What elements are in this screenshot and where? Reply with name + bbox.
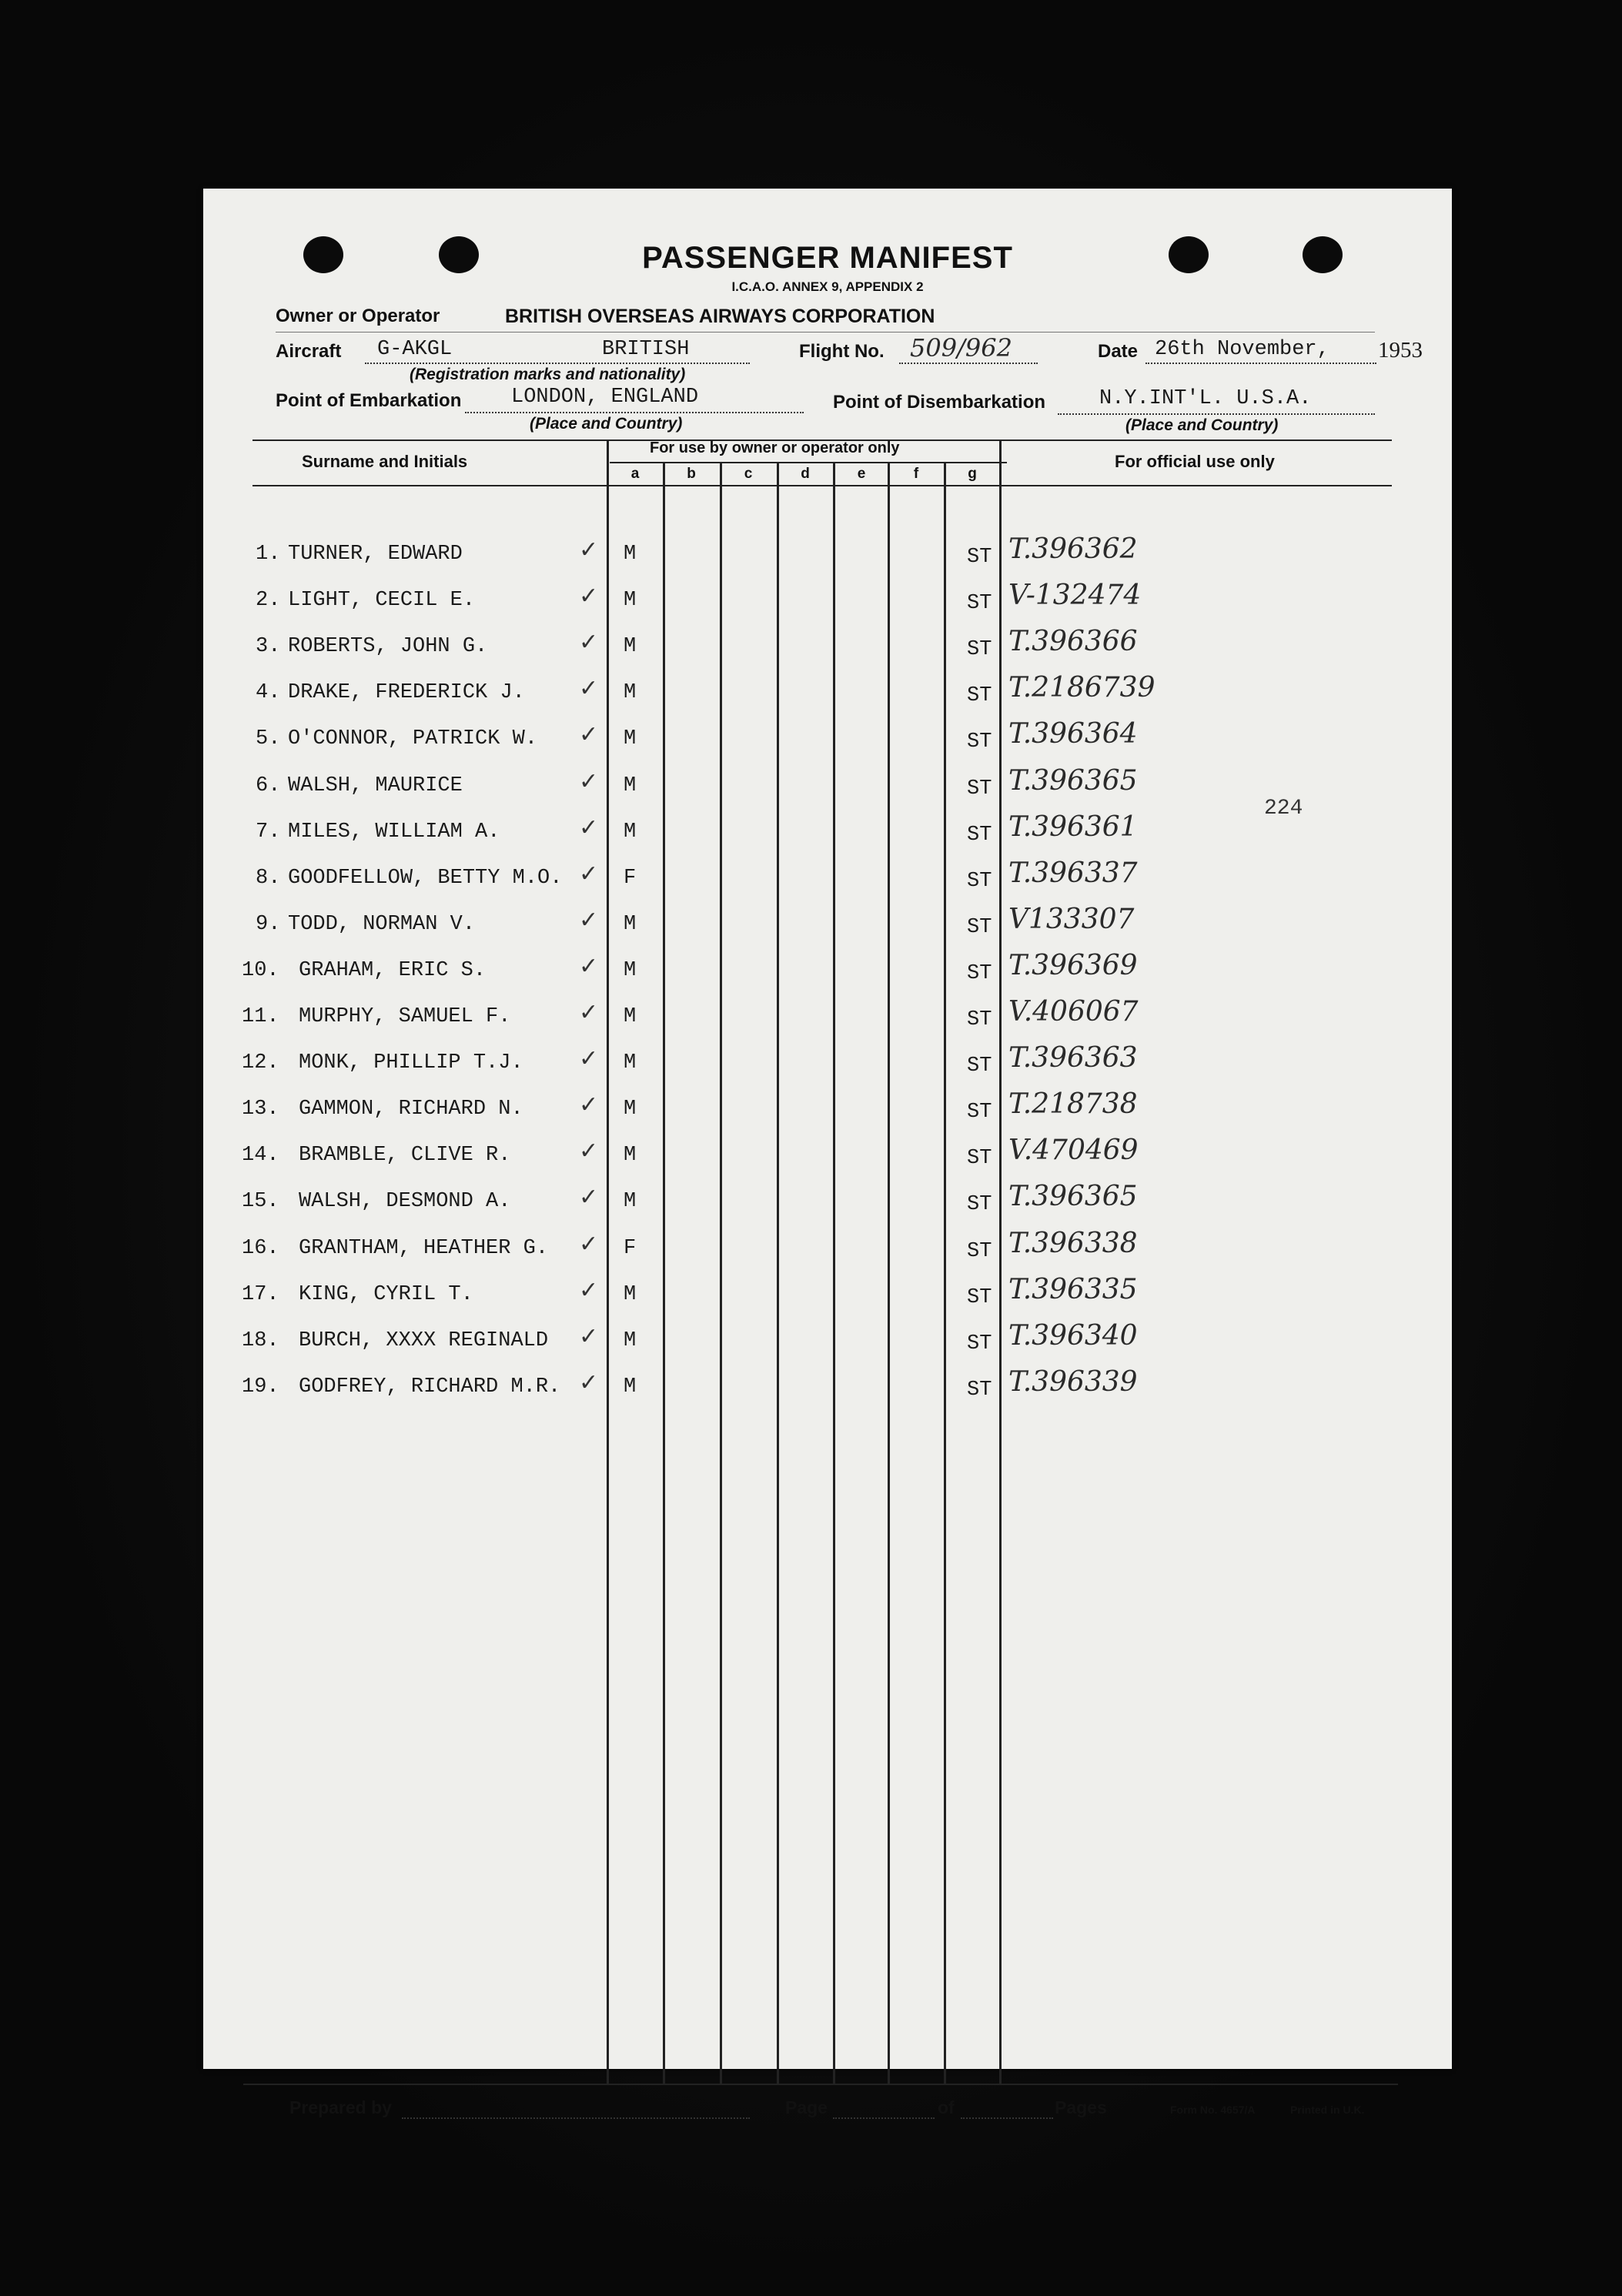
passenger-class: ST: [967, 1101, 992, 1124]
official-ticket-number: T.396339: [1008, 1366, 1138, 1398]
passenger-name: GRAHAM, ERIC S.: [299, 959, 487, 982]
passenger-sex: M: [624, 820, 637, 844]
page-label: Page: [785, 2097, 828, 2117]
passenger-sex: M: [624, 774, 637, 797]
passenger-name: MURPHY, SAMUEL F.: [299, 1005, 511, 1028]
check-mark-icon: ✓: [579, 629, 599, 656]
column-divider-g: [944, 463, 946, 2084]
passenger-name: MILES, WILLIAM A.: [288, 820, 500, 844]
row-number: 7.: [256, 820, 281, 844]
passenger-name: WALSH, MAURICE: [288, 774, 463, 797]
check-mark-icon: ✓: [579, 1138, 599, 1165]
passenger-class: ST: [967, 870, 992, 893]
check-mark-icon: ✓: [579, 1369, 599, 1396]
official-ticket-number: T.396335: [1008, 1274, 1138, 1305]
passenger-name: GRANTHAM, HEATHER G.: [299, 1237, 549, 1260]
passenger-class: ST: [967, 1332, 992, 1355]
passenger-name: LIGHT, CECIL E.: [288, 589, 476, 612]
passenger-name: GAMMON, RICHARD N.: [299, 1098, 523, 1121]
passenger-sex: M: [624, 589, 637, 612]
passenger-sex: M: [624, 681, 637, 704]
column-divider-e: [833, 463, 835, 2084]
check-mark-icon: ✓: [579, 1045, 599, 1072]
flight-number: 509/962: [910, 333, 1012, 363]
embarkation-label: Point of Embarkation: [276, 390, 462, 411]
official-ticket-number: T.396340: [1008, 1320, 1138, 1352]
passenger-sex: M: [624, 1098, 637, 1121]
passenger-sex: M: [624, 1144, 637, 1167]
flight-dotted-line: [899, 363, 1038, 364]
passenger-name: GOODFELLOW, BETTY M.O.: [288, 867, 563, 890]
row-number: 11.: [242, 1005, 279, 1028]
passenger-name: BURCH, XXXX REGINALD: [299, 1329, 549, 1352]
column-letter-b: b: [687, 466, 696, 482]
check-mark-icon: ✓: [579, 768, 599, 795]
official-ticket-number: V133307: [1008, 904, 1135, 935]
prepared-by-dotted-line: [402, 2117, 750, 2119]
check-mark-icon: ✓: [579, 999, 599, 1026]
owner-label: Owner or Operator: [276, 306, 440, 326]
check-mark-icon: ✓: [579, 583, 599, 610]
place-caption-disembarkation: (Place and Country): [1125, 416, 1279, 434]
row-number: 1.: [256, 543, 281, 566]
passenger-class: ST: [967, 684, 992, 707]
column-divider-c: [720, 463, 722, 2084]
owner-value: BRITISH OVERSEAS AIRWAYS CORPORATION: [505, 306, 935, 327]
check-mark-icon: ✓: [579, 1231, 599, 1258]
official-ticket-number: V.406067: [1008, 996, 1139, 1028]
column-divider-d: [777, 463, 779, 2084]
passenger-name: ROBERTS, JOHN G.: [288, 635, 488, 658]
manifest-sheet: [203, 189, 1452, 2117]
passenger-name: KING, CYRIL T.: [299, 1283, 473, 1306]
passenger-name: BRAMBLE, CLIVE R.: [299, 1144, 511, 1167]
table-header-rule: [252, 485, 1392, 486]
disembarkation-label: Point of Disembarkation: [833, 392, 1046, 413]
pages-label: Pages: [1055, 2097, 1107, 2117]
column-divider-f: [888, 463, 890, 2084]
registration-caption: (Registration marks and nationality): [410, 366, 686, 383]
check-mark-icon: ✓: [579, 1091, 599, 1118]
official-ticket-number: T.2186739: [1008, 672, 1155, 704]
column-divider-a: [607, 439, 609, 2084]
passenger-class: ST: [967, 1193, 992, 1216]
passenger-sex: M: [624, 727, 637, 750]
official-ticket-number: T.396365: [1008, 1181, 1138, 1212]
passenger-name: WALSH, DESMOND A.: [299, 1190, 511, 1213]
date-dotted-line: [1145, 363, 1376, 364]
check-mark-icon: ✓: [579, 1323, 599, 1350]
column-letter-c: c: [744, 466, 753, 482]
column-divider-b: [663, 463, 665, 2084]
passenger-class: ST: [967, 638, 992, 661]
check-mark-icon: ✓: [579, 953, 599, 980]
passenger-sex: M: [624, 913, 637, 936]
row-number: 5.: [256, 727, 281, 750]
row-number: 19.: [242, 1375, 279, 1399]
flight-label: Flight No.: [799, 341, 885, 362]
check-mark-icon: ✓: [579, 721, 599, 748]
official-ticket-number: T.396362: [1008, 533, 1138, 565]
row-number: 8.: [256, 867, 281, 890]
passenger-sex: M: [624, 1190, 637, 1213]
column-letter-e: e: [857, 466, 866, 482]
passenger-sex: M: [624, 1283, 637, 1306]
of-label: of: [938, 2097, 955, 2117]
passenger-sex: M: [624, 635, 637, 658]
passenger-sex: M: [624, 1329, 637, 1352]
check-mark-icon: ✓: [579, 675, 599, 702]
row-number: 12.: [242, 1051, 279, 1074]
passenger-class: ST: [967, 1240, 992, 1263]
passenger-sex: F: [624, 1237, 637, 1260]
passenger-sex: F: [624, 867, 637, 890]
date-year: 1953: [1378, 338, 1423, 363]
row-number: 15.: [242, 1190, 279, 1213]
row-number: 13.: [242, 1098, 279, 1121]
prepared-by-label: Prepared by: [289, 2097, 392, 2117]
check-mark-icon: ✓: [579, 814, 599, 841]
disembarkation-dotted-line: [1058, 413, 1375, 415]
column-letter-g: g: [968, 466, 977, 482]
passenger-sex: M: [624, 1005, 637, 1028]
divider: [276, 332, 1375, 333]
row-number: 9.: [256, 913, 281, 936]
official-ticket-number: T.396363: [1008, 1042, 1138, 1074]
column-letter-a: a: [630, 466, 640, 482]
row-number: 2.: [256, 589, 281, 612]
passenger-class: ST: [967, 824, 992, 847]
passenger-sex: M: [624, 543, 637, 566]
passenger-class: ST: [967, 546, 992, 569]
official-ticket-number: T.396366: [1008, 626, 1138, 657]
column-header-official: For official use only: [1115, 452, 1275, 471]
official-ticket-number: T.396369: [1008, 950, 1138, 981]
passenger-name: MONK, PHILLIP T.J.: [299, 1051, 523, 1074]
row-number: 17.: [242, 1283, 279, 1306]
row-number: 10.: [242, 959, 279, 982]
passenger-class: ST: [967, 777, 992, 800]
place-caption-embarkation: (Place and Country): [530, 415, 683, 433]
column-header-surname: Surname and Initials: [302, 452, 468, 471]
official-ticket-number: T.396338: [1008, 1228, 1138, 1259]
passenger-class: ST: [967, 1054, 992, 1078]
row-number: 4.: [256, 681, 281, 704]
printed-in: Printed in U.K.: [1290, 2104, 1365, 2116]
official-ticket-number: T.396365: [1008, 765, 1138, 797]
passenger-sex: M: [624, 1375, 637, 1399]
official-ticket-number: T.218738: [1008, 1088, 1138, 1120]
row-number: 16.: [242, 1237, 279, 1260]
check-mark-icon: ✓: [579, 861, 599, 887]
official-ticket-number: V-132474: [1008, 580, 1142, 611]
passenger-name: TODD, NORMAN V.: [288, 913, 476, 936]
margin-note: 224: [1264, 797, 1303, 820]
passenger-name: TURNER, EDWARD: [288, 543, 463, 566]
official-ticket-number: V.470469: [1008, 1135, 1139, 1166]
embarkation-value: LONDON, ENGLAND: [511, 386, 699, 409]
footer-rule: [243, 2084, 1398, 2085]
check-mark-icon: ✓: [579, 1277, 599, 1304]
column-header-owner-group: For use by owner or operator only: [650, 439, 900, 456]
column-divider-official: [999, 439, 1002, 2084]
date-label: Date: [1098, 341, 1139, 362]
passenger-class: ST: [967, 1008, 992, 1031]
passenger-sex: M: [624, 959, 637, 982]
column-letter-d: d: [801, 466, 810, 482]
passenger-class: ST: [967, 916, 992, 939]
aircraft-label: Aircraft: [276, 341, 342, 362]
passenger-class: ST: [967, 592, 992, 615]
embarkation-dotted-line: [465, 412, 804, 413]
aircraft-nationality: BRITISH: [602, 338, 690, 361]
row-number: 6.: [256, 774, 281, 797]
row-number: 14.: [242, 1144, 279, 1167]
page-title: PASSENGER MANIFEST: [642, 241, 1013, 275]
check-mark-icon: ✓: [579, 907, 599, 934]
passenger-class: ST: [967, 1286, 992, 1309]
date-value: 26th November,: [1155, 338, 1329, 361]
disembarkation-value: N.Y.INT'L. U.S.A.: [1099, 387, 1312, 410]
passenger-class: ST: [967, 730, 992, 754]
check-mark-icon: ✓: [579, 1184, 599, 1211]
passenger-name: O'CONNOR, PATRICK W.: [288, 727, 538, 750]
row-number: 3.: [256, 635, 281, 658]
official-ticket-number: T.396337: [1008, 857, 1138, 889]
official-ticket-number: T.396361: [1008, 811, 1138, 843]
row-number: 18.: [242, 1329, 279, 1352]
page-dotted-line: [833, 2117, 935, 2119]
passenger-class: ST: [967, 1147, 992, 1170]
form-number: Form No. 4657/A: [1170, 2104, 1256, 2116]
of-dotted-line: [961, 2117, 1053, 2119]
passenger-name: GODFREY, RICHARD M.R.: [299, 1375, 561, 1399]
aircraft-registration: G-AKGL: [377, 338, 453, 361]
check-mark-icon: ✓: [579, 536, 599, 563]
official-ticket-number: T.396364: [1008, 718, 1138, 750]
page-subtitle: I.C.A.O. ANNEX 9, APPENDIX 2: [731, 279, 924, 294]
passenger-sex: M: [624, 1051, 637, 1074]
column-letter-f: f: [913, 466, 919, 482]
owner-group-rule: [610, 462, 1007, 463]
passenger-class: ST: [967, 1379, 992, 1402]
aircraft-dotted-line: [365, 363, 750, 364]
passenger-class: ST: [967, 962, 992, 985]
passenger-name: DRAKE, FREDERICK J.: [288, 681, 525, 704]
